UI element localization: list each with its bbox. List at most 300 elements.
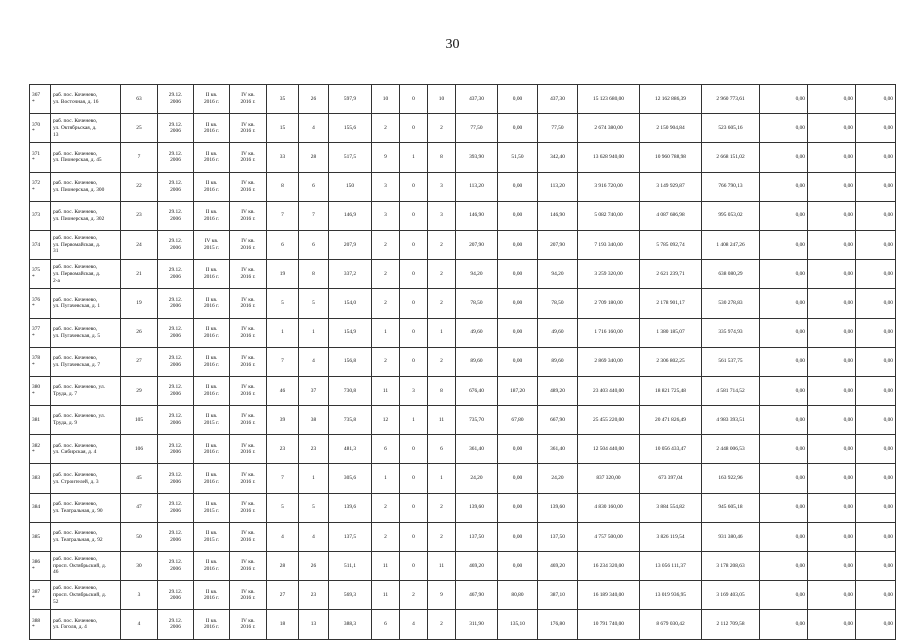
table-cell: 155,6	[329, 114, 372, 143]
table-cell: 26	[299, 552, 329, 581]
table-cell: 94,20	[538, 260, 578, 289]
table-cell: 0,00	[856, 435, 896, 464]
table-cell: 11	[372, 376, 400, 405]
table-cell: 2 674 380,00	[578, 114, 640, 143]
table-cell: 673 397,04	[640, 464, 702, 493]
table-cell: 8	[267, 172, 299, 201]
table-cell: 0,00	[856, 260, 896, 289]
table-cell: 4 757 500,00	[578, 522, 640, 551]
table-cell: 1	[428, 464, 456, 493]
table-cell: 0,00	[808, 376, 856, 405]
table-cell: 10 791 740,00	[578, 610, 640, 639]
table-cell: 4	[121, 610, 158, 639]
table-row	[30, 347, 896, 376]
table-cell: 569,3	[329, 581, 372, 610]
housing-resettlement-table	[29, 84, 896, 640]
table-cell: 0	[400, 230, 428, 259]
table-cell: 0,00	[498, 552, 538, 581]
table-cell: IV кв. 2016 г.	[230, 85, 267, 114]
table-cell: 16 234 320,00	[578, 552, 640, 581]
table-cell: 4	[299, 114, 329, 143]
table-cell: раб. пос. Коченево, ул. Театральная, д. 90	[51, 493, 121, 522]
table-cell: раб. пос. Коченево, ул. Пионерская, д. 45	[51, 143, 121, 172]
table-cell: 10 056 433,47	[640, 435, 702, 464]
table-cell: 7	[267, 201, 299, 230]
table-cell: 94,20	[456, 260, 498, 289]
table-cell: 766 790,13	[702, 172, 760, 201]
table-cell: раб. пос. Коченево, ул. Пугачевская, д. 1	[51, 289, 121, 318]
table-cell: 207,9	[329, 230, 372, 259]
table-cell: 0,00	[856, 143, 896, 172]
table-cell: 15 123 680,00	[578, 85, 640, 114]
table-cell: 29.12. 2006	[158, 406, 194, 435]
table-cell: 361,40	[538, 435, 578, 464]
table-row	[30, 172, 896, 201]
table-cell: 29.12. 2006	[158, 201, 194, 230]
table-cell: раб. пос. Коченево, ул. Сибирская, д. 4	[51, 435, 121, 464]
table-cell: 0,00	[808, 143, 856, 172]
table-cell: 383	[30, 464, 51, 493]
table-row	[30, 464, 896, 493]
table-cell: II кв. 2016 г.	[194, 581, 230, 610]
table-cell: 137,50	[456, 522, 498, 551]
table-cell: 0,00	[760, 581, 808, 610]
table-cell: 0,00	[760, 406, 808, 435]
table-row	[30, 435, 896, 464]
table-cell: II кв. 2016 г.	[194, 114, 230, 143]
table-cell: 0,00	[808, 230, 856, 259]
table-cell: 3	[400, 376, 428, 405]
table-cell: раб. пос. Коченево, ул. Труда, д. 7	[51, 376, 121, 405]
table-cell: 469,20	[456, 552, 498, 581]
table-cell: 113,20	[538, 172, 578, 201]
table-cell: IV кв. 2016 г.	[230, 201, 267, 230]
table-row	[30, 289, 896, 318]
table-cell: 2 960 773,61	[702, 85, 760, 114]
table-cell: 187,20	[498, 376, 538, 405]
table-cell: 2 448 006,53	[702, 435, 760, 464]
table-cell: 19	[267, 260, 299, 289]
table-cell: 735,8	[329, 406, 372, 435]
table-cell: 3 169 403,05	[702, 581, 760, 610]
table-cell: 46	[267, 376, 299, 405]
table-cell: 45	[121, 464, 158, 493]
table-cell: 0,00	[498, 318, 538, 347]
table-cell: 489,20	[538, 376, 578, 405]
table-cell: 387,10	[538, 581, 578, 610]
table-cell: 207,90	[456, 230, 498, 259]
table-cell: 3 916 720,00	[578, 172, 640, 201]
table-cell: IV кв. 2016 г.	[230, 376, 267, 405]
table-cell: 0,00	[760, 260, 808, 289]
table-cell: 378 *	[30, 347, 51, 376]
table-cell: 6	[372, 610, 400, 639]
table-cell: 2	[372, 230, 400, 259]
table-cell: 511,1	[329, 552, 372, 581]
table-cell: 2	[372, 289, 400, 318]
table-cell: 387 *	[30, 581, 51, 610]
table-cell: 0,00	[808, 552, 856, 581]
table-cell: раб. пос. Коченево, ул. Восточная, д. 16	[51, 85, 121, 114]
table-cell: II кв. 2016 г.	[194, 552, 230, 581]
table-cell: 0,00	[760, 435, 808, 464]
table-cell: 0,00	[760, 552, 808, 581]
table-cell: 29.12. 2006	[158, 376, 194, 405]
table-cell: 0,00	[808, 201, 856, 230]
table-cell: 4	[400, 610, 428, 639]
table-cell: 24	[121, 230, 158, 259]
table-cell: 29.12. 2006	[158, 289, 194, 318]
table-cell: 0,00	[760, 289, 808, 318]
table-cell: 15	[267, 114, 299, 143]
table-cell: раб. пос. Коченево, просп. Октябрьский, д. 52	[51, 581, 121, 610]
table-cell: 5 082 740,00	[578, 201, 640, 230]
table-cell: 29.12. 2006	[158, 318, 194, 347]
table-cell: 139,6	[329, 493, 372, 522]
table-cell: 39	[267, 406, 299, 435]
table-cell: 388,3	[329, 610, 372, 639]
table-cell: 105	[121, 406, 158, 435]
table-row	[30, 522, 896, 551]
table-cell: 4 581 714,52	[702, 376, 760, 405]
table-cell: II кв. 2016 г.	[194, 376, 230, 405]
table-cell: 29.12. 2006	[158, 581, 194, 610]
table-cell: 29.12. 2006	[158, 85, 194, 114]
table-cell: 361,40	[456, 435, 498, 464]
table-cell: 33	[267, 143, 299, 172]
table-cell: IV кв. 2016 г.	[230, 347, 267, 376]
table-cell: 154,9	[329, 318, 372, 347]
table-cell: 80,80	[498, 581, 538, 610]
table-cell: 0,00	[808, 435, 856, 464]
table-cell: 3	[372, 172, 400, 201]
table-cell: 5	[299, 289, 329, 318]
table-cell: 176,80	[538, 610, 578, 639]
table-cell: 0	[400, 85, 428, 114]
table-cell: 6	[299, 172, 329, 201]
table-cell: 11	[372, 552, 400, 581]
table-cell: 0,00	[808, 114, 856, 143]
table-cell: 29.12. 2006	[158, 464, 194, 493]
table-cell: II кв. 2016 г.	[194, 610, 230, 639]
table-cell: 837 320,00	[578, 464, 640, 493]
table-cell: 12 504 440,00	[578, 435, 640, 464]
table-cell: 0,00	[856, 289, 896, 318]
table-cell: 29.12. 2006	[158, 347, 194, 376]
table-cell: 29.12. 2006	[158, 552, 194, 581]
table-cell: 0,00	[760, 114, 808, 143]
table-cell: 374	[30, 230, 51, 259]
table-cell: 481,3	[329, 435, 372, 464]
table-cell: 146,90	[456, 201, 498, 230]
table-cell: 2 668 151,02	[702, 143, 760, 172]
table-cell: 8	[428, 143, 456, 172]
table-cell: 3 826 119,54	[640, 522, 702, 551]
table-cell: 2	[372, 493, 400, 522]
table-cell: 931 380,46	[702, 522, 760, 551]
table-cell: II кв. 2016 г.	[194, 260, 230, 289]
table-cell: 0,00	[808, 493, 856, 522]
table-cell: 13	[299, 610, 329, 639]
table-cell: 385	[30, 522, 51, 551]
table-cell: 2 112 709,58	[702, 610, 760, 639]
table-cell: 23	[299, 581, 329, 610]
table-cell: 23	[121, 201, 158, 230]
table-row	[30, 230, 896, 259]
table-cell: 6	[299, 230, 329, 259]
table-cell: 530 278,83	[702, 289, 760, 318]
table-cell: 0	[400, 464, 428, 493]
table-cell: II кв. 2016 г.	[194, 289, 230, 318]
table-cell: 78,50	[456, 289, 498, 318]
table-cell: 1	[372, 464, 400, 493]
table-cell: 0,00	[856, 230, 896, 259]
table-cell: 24,20	[538, 464, 578, 493]
table-cell: 12	[372, 406, 400, 435]
table-cell: 0,00	[760, 85, 808, 114]
table-cell: 51,50	[498, 143, 538, 172]
table-cell: 1	[400, 406, 428, 435]
table-cell: 2	[428, 114, 456, 143]
table-cell: 11	[372, 581, 400, 610]
table-cell: раб. пос. Коченево, ул. Гоголя, д. 4	[51, 610, 121, 639]
table-cell: 7	[121, 143, 158, 172]
table-cell: 29	[121, 376, 158, 405]
table-cell: 22	[121, 172, 158, 201]
table-cell: IV кв. 2016 г.	[230, 260, 267, 289]
table-cell: 0,00	[808, 318, 856, 347]
table-row	[30, 610, 896, 639]
table-cell: 26	[121, 318, 158, 347]
table-cell: 375 *	[30, 260, 51, 289]
table-cell: 4	[299, 522, 329, 551]
table-cell: 2 306 802,25	[640, 347, 702, 376]
table-cell: 23	[267, 435, 299, 464]
table-cell: II кв. 2016 г.	[194, 172, 230, 201]
table-cell: II кв. 2016 г.	[194, 435, 230, 464]
table-cell: 4 830 160,00	[578, 493, 640, 522]
table-row	[30, 493, 896, 522]
table-cell: 0,00	[808, 172, 856, 201]
table-cell: 945 605,18	[702, 493, 760, 522]
table-cell: 3 884 554,82	[640, 493, 702, 522]
table-cell: 21	[121, 260, 158, 289]
table-cell: 89,60	[538, 347, 578, 376]
table-cell: 1	[400, 143, 428, 172]
table-cell: раб. пос. Коченево, ул. Пионерская, д. 300	[51, 172, 121, 201]
table-cell: IV кв. 2016 г.	[230, 435, 267, 464]
table-cell: раб. пос. Коченево, ул. Строителей, д. 3	[51, 464, 121, 493]
table-cell: II кв. 2016 г.	[194, 143, 230, 172]
table-cell: 667,90	[538, 406, 578, 435]
table-cell: 29.12. 2006	[158, 260, 194, 289]
table-cell: 437,30	[538, 85, 578, 114]
table-cell: 10	[428, 85, 456, 114]
table-cell: 25	[121, 114, 158, 143]
table-cell: 146,90	[538, 201, 578, 230]
table-cell: 7 193 340,00	[578, 230, 640, 259]
table-cell: 47	[121, 493, 158, 522]
table-cell: 89,60	[456, 347, 498, 376]
table-cell: 0,00	[808, 406, 856, 435]
table-cell: 5	[267, 493, 299, 522]
table-cell: II кв. 2015 г.	[194, 493, 230, 522]
table-cell: 0,00	[856, 114, 896, 143]
table-cell: 2	[428, 610, 456, 639]
table-cell: 0,00	[808, 522, 856, 551]
table-cell: II кв. 2016 г.	[194, 347, 230, 376]
table-cell: 7	[299, 201, 329, 230]
table-cell: 3 178 208,63	[702, 552, 760, 581]
table-cell: 1	[428, 318, 456, 347]
table-cell: 9	[372, 143, 400, 172]
table-cell: 24,20	[456, 464, 498, 493]
table-cell: 469,20	[538, 552, 578, 581]
table-cell: 29.12. 2006	[158, 143, 194, 172]
table-cell: 0,00	[760, 143, 808, 172]
table-cell: IV кв. 2016 г.	[230, 406, 267, 435]
table-cell: 2 150 904,84	[640, 114, 702, 143]
table-cell: 0,00	[760, 522, 808, 551]
table-cell: раб. пос. Коченево, ул. Пугачевская, д. 5	[51, 318, 121, 347]
table-cell: 372 *	[30, 172, 51, 201]
table-cell: 376 *	[30, 289, 51, 318]
table-cell: 0	[400, 201, 428, 230]
table-cell: 4	[267, 522, 299, 551]
table-cell: 523 605,16	[702, 114, 760, 143]
table-cell: 0,00	[856, 172, 896, 201]
table-cell: 0,00	[760, 318, 808, 347]
table-cell: 28	[299, 143, 329, 172]
table-cell: 370 *	[30, 114, 51, 143]
table-cell: 0	[400, 493, 428, 522]
table-cell: раб. пос. Коченево, ул. Первомайская, д. 2-а	[51, 260, 121, 289]
table-cell: 10 960 788,98	[640, 143, 702, 172]
table-cell: 6	[372, 435, 400, 464]
table-cell: 2 869 340,00	[578, 347, 640, 376]
table-cell: 20 471 826,49	[640, 406, 702, 435]
table-cell: 0	[400, 522, 428, 551]
table-cell: 1 380 185,07	[640, 318, 702, 347]
table-cell: 0	[400, 172, 428, 201]
table-cell: 26	[299, 85, 329, 114]
table-cell: раб. пос. Коченево, ул. Пионерская, д. 302	[51, 201, 121, 230]
table-row	[30, 85, 896, 114]
table-cell: 386 *	[30, 552, 51, 581]
table-cell: 0,00	[760, 376, 808, 405]
table-cell: 8	[428, 376, 456, 405]
table-cell: 311,90	[456, 610, 498, 639]
table-cell: 1	[267, 318, 299, 347]
table-cell: 35	[267, 85, 299, 114]
table-row	[30, 406, 896, 435]
table-cell: II кв. 2016 г.	[194, 464, 230, 493]
table-cell: 0	[400, 435, 428, 464]
table-cell: 19	[121, 289, 158, 318]
table-cell: 139,60	[456, 493, 498, 522]
table-cell: 2	[428, 522, 456, 551]
table-row	[30, 581, 896, 610]
table-cell: IV кв. 2016 г.	[230, 143, 267, 172]
table-cell: IV кв. 2016 г.	[230, 114, 267, 143]
table-cell: 0,00	[856, 318, 896, 347]
table-cell: 373	[30, 201, 51, 230]
table-cell: 18 821 725,48	[640, 376, 702, 405]
table-cell: 0,00	[498, 114, 538, 143]
table-cell: 2 178 901,17	[640, 289, 702, 318]
table-cell: 638 080,29	[702, 260, 760, 289]
table-cell: 8 679 030,42	[640, 610, 702, 639]
table-cell: IV кв. 2016 г.	[230, 581, 267, 610]
table-row	[30, 201, 896, 230]
table-cell: 0,00	[498, 522, 538, 551]
table-cell: 0,00	[498, 172, 538, 201]
table-cell: 23 403 440,00	[578, 376, 640, 405]
table-cell: 113,20	[456, 172, 498, 201]
table-cell: IV кв. 2016 г.	[230, 493, 267, 522]
table-cell: 0,00	[760, 201, 808, 230]
table-cell: 0,00	[760, 610, 808, 639]
table-cell: 5	[299, 493, 329, 522]
table-cell: 0	[400, 318, 428, 347]
table-cell: 0,00	[808, 347, 856, 376]
table-cell: 137,5	[329, 522, 372, 551]
table-cell: 163 922,96	[702, 464, 760, 493]
table-cell: 388 *	[30, 610, 51, 639]
table-cell: 3	[428, 201, 456, 230]
table-cell: 0,00	[856, 610, 896, 639]
table-cell: 16 189 340,00	[578, 581, 640, 610]
table-cell: 1	[299, 464, 329, 493]
table-cell: 29.12. 2006	[158, 522, 194, 551]
table-cell: 2 709 180,00	[578, 289, 640, 318]
table-cell: 77,50	[456, 114, 498, 143]
table-cell: 5	[267, 289, 299, 318]
table-cell: 393,90	[456, 143, 498, 172]
table-cell: 137,50	[538, 522, 578, 551]
table-cell: 1	[372, 318, 400, 347]
table-cell: 0,00	[498, 464, 538, 493]
table-cell: 342,40	[538, 143, 578, 172]
table-cell: 10	[372, 85, 400, 114]
table-cell: 676,40	[456, 376, 498, 405]
table-cell: 0,00	[498, 201, 538, 230]
table-cell: 0,00	[856, 522, 896, 551]
table-cell: 0,00	[808, 260, 856, 289]
table-cell: 384	[30, 493, 51, 522]
table-cell: 49,60	[538, 318, 578, 347]
table-cell: 735,70	[456, 406, 498, 435]
table-cell: 0,00	[808, 581, 856, 610]
table-cell: 0,00	[760, 172, 808, 201]
table-cell: 50	[121, 522, 158, 551]
table-cell: 2	[428, 289, 456, 318]
table-cell: 38	[299, 406, 329, 435]
table-cell: 0,00	[498, 260, 538, 289]
table-cell: 371 *	[30, 143, 51, 172]
table-cell: 597,9	[329, 85, 372, 114]
table-cell: 0,00	[498, 289, 538, 318]
table-cell: IV кв. 2016 г.	[230, 172, 267, 201]
table-cell: 0,00	[856, 493, 896, 522]
table-cell: IV кв. 2016 г.	[230, 522, 267, 551]
table-cell: IV кв. 2016 г.	[230, 230, 267, 259]
table-cell: 0	[400, 289, 428, 318]
table-cell: 2	[400, 581, 428, 610]
table-cell: раб. пос. Коченево, ул. Пугачевская, д. 7	[51, 347, 121, 376]
table-cell: 0,00	[760, 347, 808, 376]
table-cell: 0,00	[808, 464, 856, 493]
